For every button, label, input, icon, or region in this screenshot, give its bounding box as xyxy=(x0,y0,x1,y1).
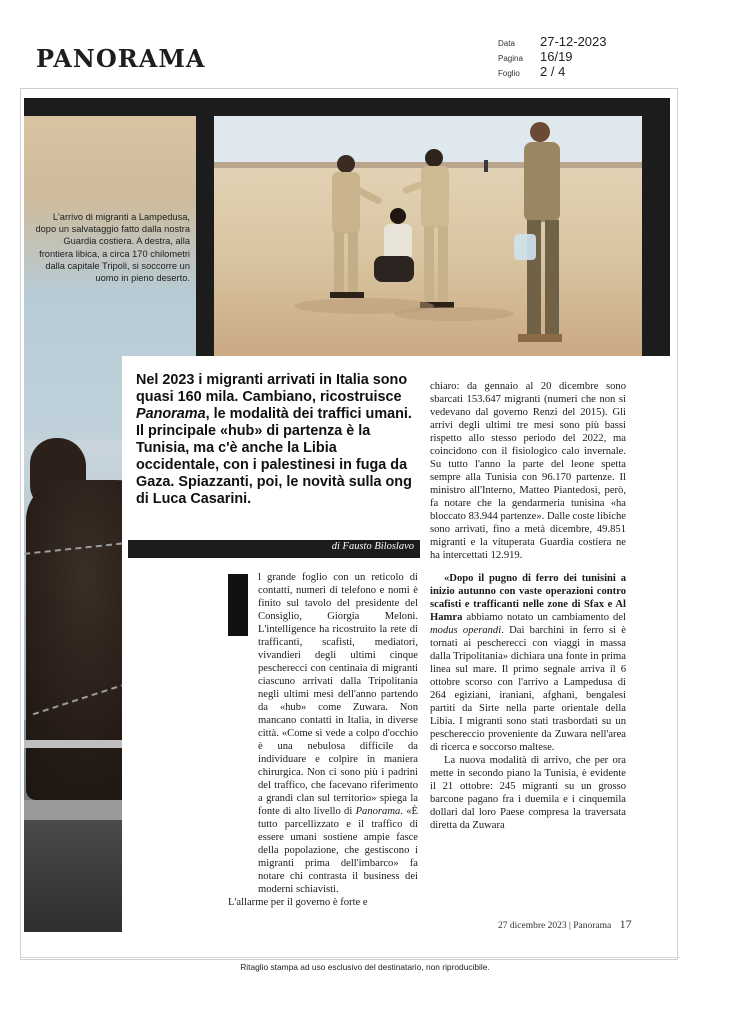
meta-date-label: Data xyxy=(498,39,515,48)
clipping-metadata xyxy=(498,34,607,79)
col2-paragraph-2 xyxy=(430,572,626,754)
kneeling-man xyxy=(374,208,414,282)
meta-row-sheet xyxy=(498,64,607,79)
footer-separator: | xyxy=(568,921,571,931)
photo-divider xyxy=(196,98,214,356)
col2-p2-italic: modus operandi xyxy=(430,625,502,636)
col2-paragraph-3: La nuova modalità di arrivo, che per ora mette in secondo piano la Tunisia, è evidente il 21 ottobre: 245 migranti su un grosso barcone pagano fra i duemila e i cinquemila dollari dal loro Paese compresa la traversata diretta da Zuwara xyxy=(430,755,626,831)
distant-figure xyxy=(484,160,488,172)
meta-page-value: 16/19 xyxy=(540,49,573,64)
footer-date: 27 dicembre 2023 xyxy=(498,921,567,931)
page-footer xyxy=(498,917,632,932)
headline-part-1: Nel 2023 i migranti arrivati in Italia sono quasi 160 mila. Cambiano, ricostruisce xyxy=(136,372,408,405)
col1-paragraph-2: L'allarme per il governo è forte e xyxy=(228,897,368,908)
col1-p1-text: l grande foglio con un reticolo di contatti, numeri di telefono e nomi è finito sul tavolo del presidente del Consiglio, Giorgia Meloni. L'intelligence ha ricostruito la rete di trafficanti, scafisti, mediatori, vivandieri degli ultimi cinque pescherecci con centinaia di migranti ciascuno arrivati dalla Tripolitania negli ultimi mesi dell'anno partendo da «hub» come Zuwara. Non mancano contatti in Italia, in diverse città. «Come si vede a colpo d'occhio è una nebulosa difficile da individuare e colpire in maniera chirurgica. Non ci sono più i padrini del traffico, che facevano riferimento a grandi clan sul territorio» spiega la fonte di alto livello di xyxy=(258,572,418,817)
meta-sheet-value: 2 / 4 xyxy=(540,64,566,79)
footer-page-number: 17 xyxy=(619,917,632,931)
meta-page-label: Pagina xyxy=(498,54,523,63)
col2-p2-mid: abbiamo notato un cambiamento del xyxy=(462,612,626,623)
photo-caption: L'arrivo di migranti a Lampedusa, dopo un salvataggio fatto dalla nostra Guardia costiera. A destra, alla frontiera libica, a circa 170 chilometri dalla capitale Tripoli, si soccorre un uomo in pieno deserto. xyxy=(35,212,190,284)
col1-p1-italic: Panorama xyxy=(355,806,401,817)
meta-date-value: 27-12-2023 xyxy=(540,34,607,49)
col2-p2-bold: «Dopo il pugno di ferro dei tunisini a inizio autunno con vaste operazioni contro scafisti e trafficanti nelle zone di Sfax e Al Hamra xyxy=(430,573,626,623)
headline-part-2: , le modalità dei traffici umani. Il principale «hub» di partenza è la Tunisia, ma c'è anche la Libia occidentale, con i palestinesi in fuga da Gaza. Spiazzanti, poi, le novità sulla ong di Luca Casarini. xyxy=(136,406,412,507)
headline-italic: Panorama xyxy=(136,406,206,422)
meta-row-date xyxy=(498,34,607,49)
divider xyxy=(20,957,680,958)
article-column-1 xyxy=(214,571,418,909)
meta-row-page xyxy=(498,49,607,64)
meta-sheet-label: Foglio xyxy=(498,69,520,78)
article-headline xyxy=(136,372,420,538)
reproduction-notice: Ritaglio stampa ad uso esclusivo del destinatario, non riproducibile. xyxy=(240,962,490,972)
footer-magazine: Panorama xyxy=(573,921,612,931)
desert-scene xyxy=(214,116,642,356)
byline: di Fausto Biloslavo xyxy=(331,541,414,552)
col1-p1-end: . «È tutto parcellizzato e il traffico di essere umani sostiene ampie fasce della popolazione, che gestiscono i migranti prima dell'imbarco» fa notare chi contrasta il business dei moderni schiavisti. xyxy=(258,806,418,895)
shadow xyxy=(394,307,514,321)
desert-photo xyxy=(214,116,642,356)
col2-paragraph-1: chiaro: da gennaio al 20 dicembre sono sbarcati 153.647 migranti (numeri che non si vedevano dal governo Renzi del 2015). Gli arrivi degli ultimi tre mesi sono più bassi rispetto allo stesso periodo del 2022, ma coincidono con il fisiologico calo invernale. Su tutto l'anno la parte del leone spetta sempre alla Tunisia con 96.170 partenze. Il ministro all'Interno, Matteo Piantedosi, però, fa notare che la gendarmeria tunisina «ha bloccato 83.944 partenze». Dalle coste libiche sono arrivati, fino a metà dicembre, 49.851 migranti e la vituperata Guardia costiera ne ha intercettati 12.919. xyxy=(430,381,626,561)
col1-paragraph-1 xyxy=(214,571,418,896)
masthead-logo: PANORAMA xyxy=(36,44,206,73)
col2-p2-end: . Dai barchini in ferro si è tornati ai pescherecci con viaggi in massa dalla Tripolitania» dichiara una fonte in prima linea sul mare. Il primo segnale arriva il 6 ottobre scorso con l'arrivo a Lampedusa di 264 egiziani, iraniani, afghani, bengalesi partiti da Sirte nella parte orientale della Libia. I migranti sono stati trasbordati su un peschereccio proveniente da Zuwara nell'area di ricerca e soccorso maltese. xyxy=(430,625,626,753)
article-column-2 xyxy=(430,380,626,832)
